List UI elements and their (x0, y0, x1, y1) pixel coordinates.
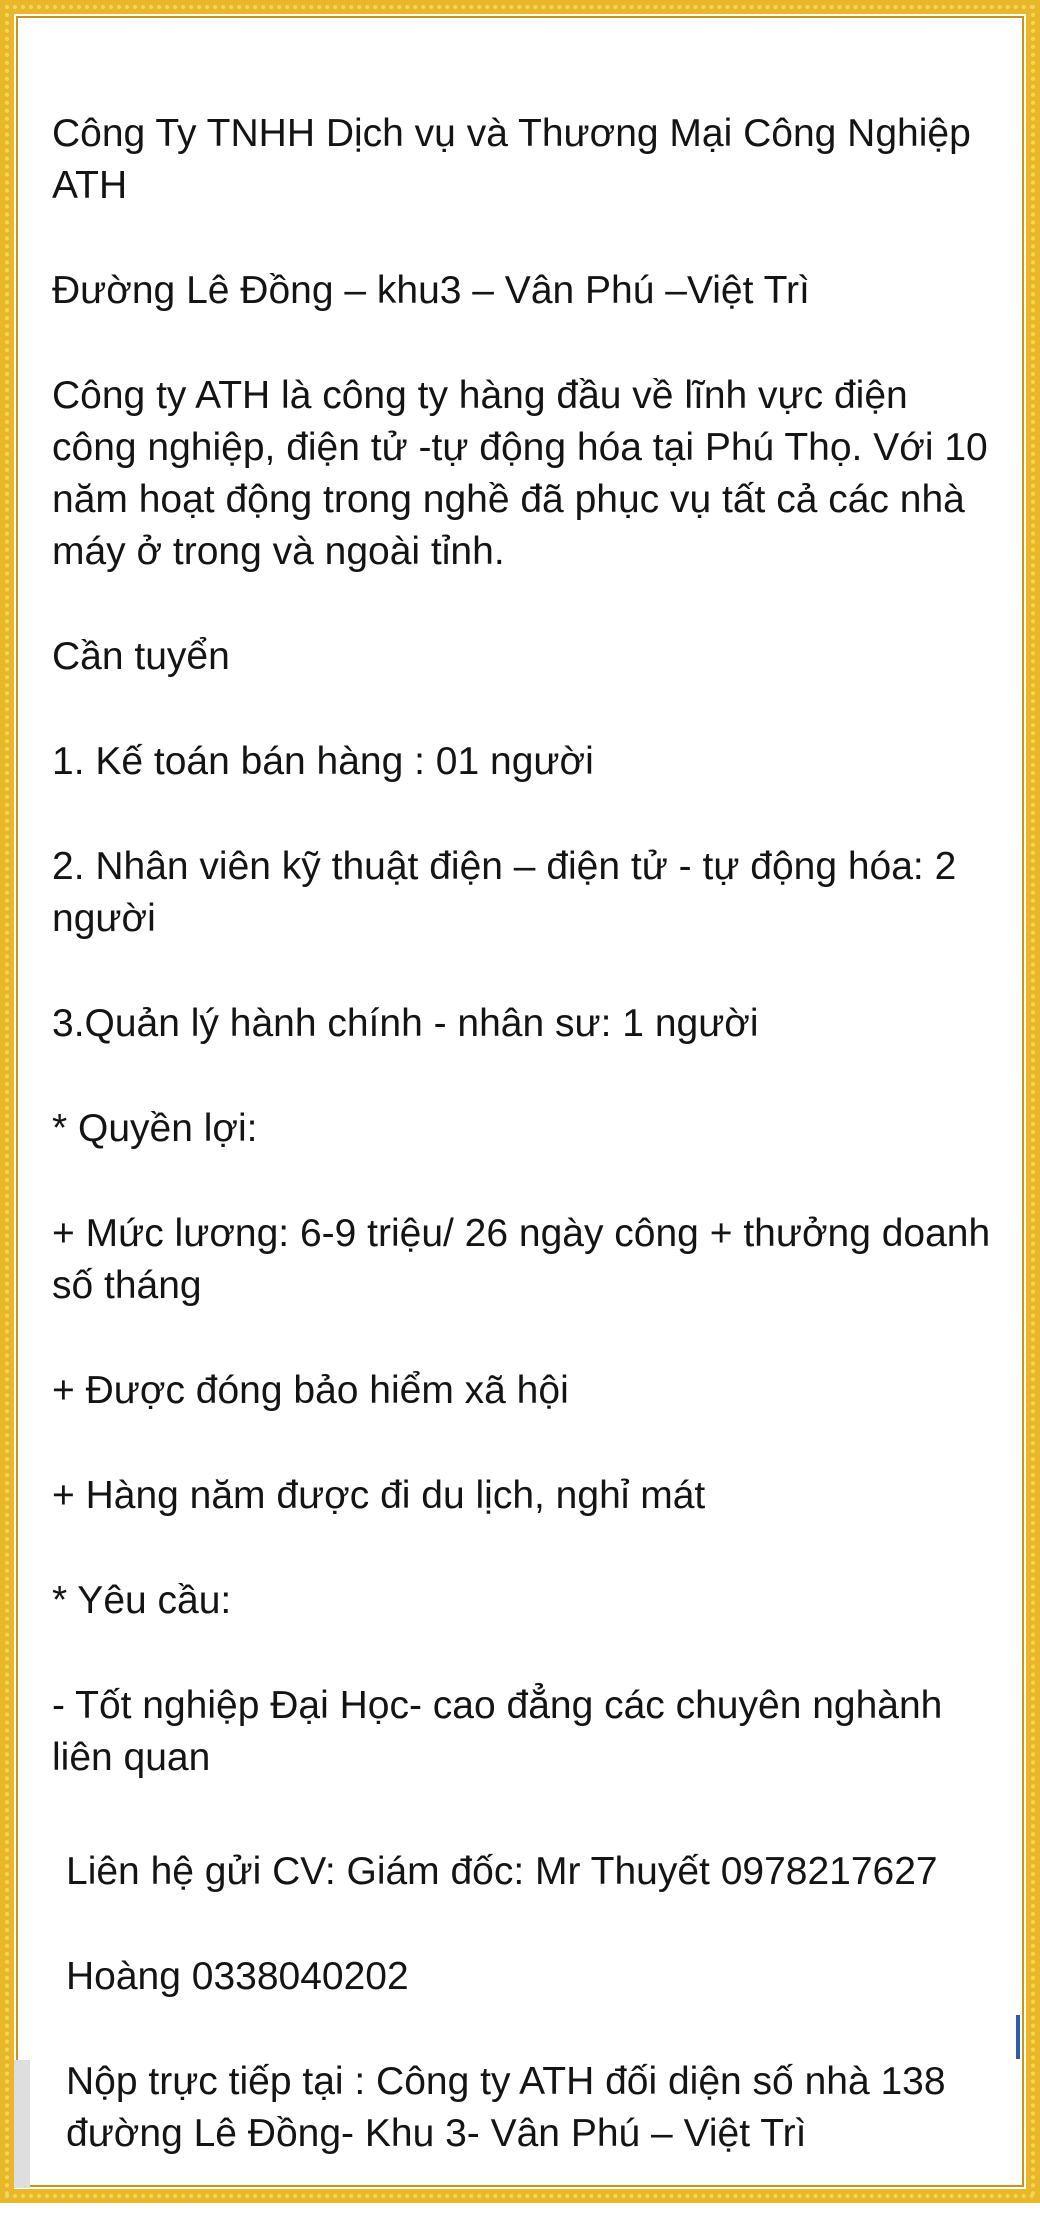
job-posting-content (52, 108, 1002, 2213)
position-item: 2. Nhân viên kỹ thuật điện – điện tử - tự động hóa: 2 người (52, 845, 957, 940)
contact-line: Liên hệ gửi CV: Giám đốc: Mr Thuyết 0978217627 (66, 1850, 938, 1893)
contact-line: Nộp trực tiếp tại : Công ty ATH đối diện số nhà 138 đường Lê Đồng- Khu 3- Vân Phú – Việt Trì (66, 2060, 946, 2155)
side-shadow (14, 2060, 30, 2188)
company-address: Đường Lê Đồng – khu3 – Vân Phú –Việt Trì (52, 269, 810, 312)
requirement-item: - Tốt nghiệp Đại Học- cao đẳng các chuyên nghành liên quan (52, 1684, 943, 1779)
contact-line: Hoàng 0338040202 (66, 1955, 409, 1998)
benefit-item: + Được đóng bảo hiểm xã hội (52, 1369, 569, 1412)
benefit-item: + Mức lương: 6-9 triệu/ 26 ngày công + thưởng doanh số tháng (52, 1212, 991, 1307)
position-item: 3.Quản lý hành chính - nhân sư: 1 người (52, 1002, 759, 1045)
requirements-heading: * Yêu cầu: (52, 1579, 232, 1622)
position-item: 1. Kế toán bán hàng : 01 người (52, 740, 594, 783)
benefits-heading: * Quyền lợi: (52, 1107, 258, 1150)
company-intro: Công ty ATH là công ty hàng đầu về lĩnh vực điện công nghiệp, điện tử -tự động hóa tại Phú Thọ. Với 10 năm hoạt động trong nghề đã phục vụ tất cả các nhà máy ở trong và ngoài tỉnh. (52, 374, 988, 573)
benefit-item: + Hàng năm được đi du lịch, nghỉ mát (52, 1474, 706, 1517)
company-name: Công Ty TNHH Dịch vụ và Thương Mại Công Nghiệp ATH (52, 112, 971, 207)
scroll-indicator (1016, 2015, 1020, 2059)
hiring-heading: Cần tuyển (52, 635, 230, 678)
